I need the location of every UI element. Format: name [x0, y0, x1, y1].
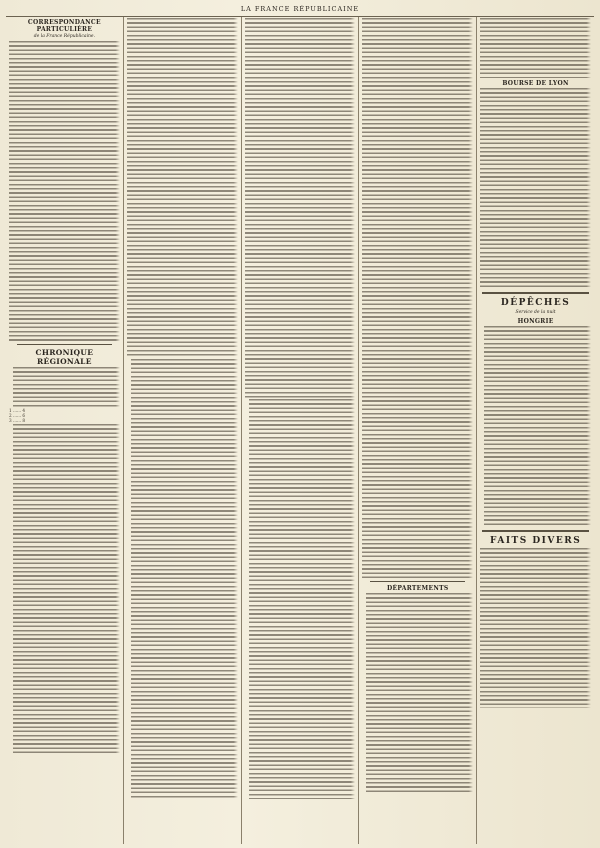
article-body-text — [484, 326, 591, 526]
article-body-text — [13, 424, 120, 754]
divider-rule — [482, 530, 589, 532]
article-body-text — [245, 18, 356, 398]
divider-rule — [482, 292, 589, 294]
page-running-header: LA FRANCE RÉPUBLICAINE — [6, 4, 594, 17]
article-body-text — [9, 41, 120, 341]
article-body-text — [127, 18, 238, 358]
article-body-text — [480, 88, 591, 288]
article-body-text — [13, 367, 120, 407]
column-3 — [242, 17, 360, 844]
section-subheading: de la France Républicaine. — [33, 34, 95, 39]
divider-rule — [17, 344, 112, 345]
divider-rule — [370, 581, 465, 582]
column-5 — [477, 17, 594, 844]
article-body-text — [366, 593, 473, 793]
section-heading: FAITS DIVERS — [489, 536, 582, 546]
article-body-text — [480, 18, 591, 78]
section-heading: DÉPARTEMENTS — [387, 585, 449, 592]
column-4 — [359, 17, 477, 844]
article-body-text — [480, 548, 591, 708]
table-row: 2 ...... 6 — [9, 413, 25, 418]
article-body-text — [362, 18, 473, 578]
column-2 — [124, 17, 242, 844]
table-row: 3 ...... 8 — [9, 418, 25, 423]
section-heading: HONGRIE — [517, 318, 554, 325]
section-subheading: Service de la nuit — [515, 310, 556, 315]
section-heading: CORRESPONDANCE PARTICULIÈRE — [27, 19, 101, 33]
column-1 — [6, 17, 124, 844]
number-table — [9, 408, 120, 423]
section-heading: BOURSE DE LYON — [502, 80, 569, 87]
article-body-text — [131, 359, 238, 799]
section-heading: DÉPÊCHES — [500, 298, 571, 308]
article-columns — [6, 17, 594, 844]
section-heading: CHRONIQUE RÉGIONALE — [35, 348, 94, 366]
article-body-text — [249, 399, 356, 799]
table-row: 1 ...... 4 — [9, 408, 25, 413]
